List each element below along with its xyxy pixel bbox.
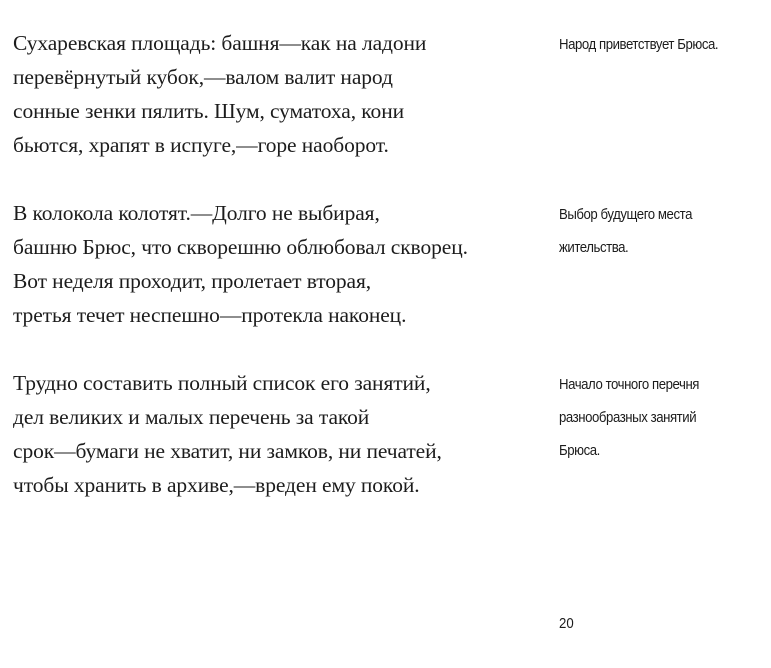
stanza-3 [13, 366, 533, 502]
margin-note-3-line-2: разнообразных занятий [559, 409, 697, 426]
margin-note-2-line-1: Выбор будущего места [559, 206, 692, 223]
stanza-1-line-4: бьются, храпят в испуге,—горе наоборот. [13, 133, 389, 157]
margin-note-2 [559, 198, 739, 264]
stanza-1 [13, 26, 533, 162]
stanza-3-line-1: Трудно составить полный список его занятий, [13, 371, 431, 395]
stanza-3-line-3: срок—бумаги не хватит, ни замков, ни печатей, [13, 439, 442, 463]
margin-note-3-line-1: Начало точного перечня [559, 376, 700, 393]
stanza-2 [13, 196, 533, 332]
stanza-2-line-4: третья течет неспешно—протекла наконец. [13, 303, 407, 327]
margin-note-3 [559, 368, 739, 467]
stanza-3-line-2: дел великих и малых перечень за такой [13, 405, 370, 429]
margin-note-1 [559, 28, 739, 61]
stanza-2-line-3: Вот неделя проходит, пролетает вторая, [13, 269, 372, 293]
stanza-2-line-2: башню Брюс, что скворешню облюбовал скворец. [13, 235, 468, 259]
margin-note-3-line-3: Брюса. [559, 442, 600, 459]
stanza-1-line-1: Сухаревская площадь: башня—как на ладони [13, 31, 427, 55]
stanza-3-line-4: чтобы хранить в архиве,—вреден ему покой. [13, 473, 420, 497]
page-number: 20 [559, 615, 574, 632]
stanza-1-line-2: перевёрнутый кубок,—валом валит народ [13, 65, 393, 89]
margin-note-2-line-2: жительства. [559, 239, 629, 256]
stanza-2-line-1: В колокола колотят.—Долго не выбирая, [13, 201, 380, 225]
stanza-1-line-3: сонные зенки пялить. Шум, суматоха, кони [13, 99, 404, 123]
margin-note-1-line-1: Народ приветствует Брюса. [559, 36, 719, 53]
